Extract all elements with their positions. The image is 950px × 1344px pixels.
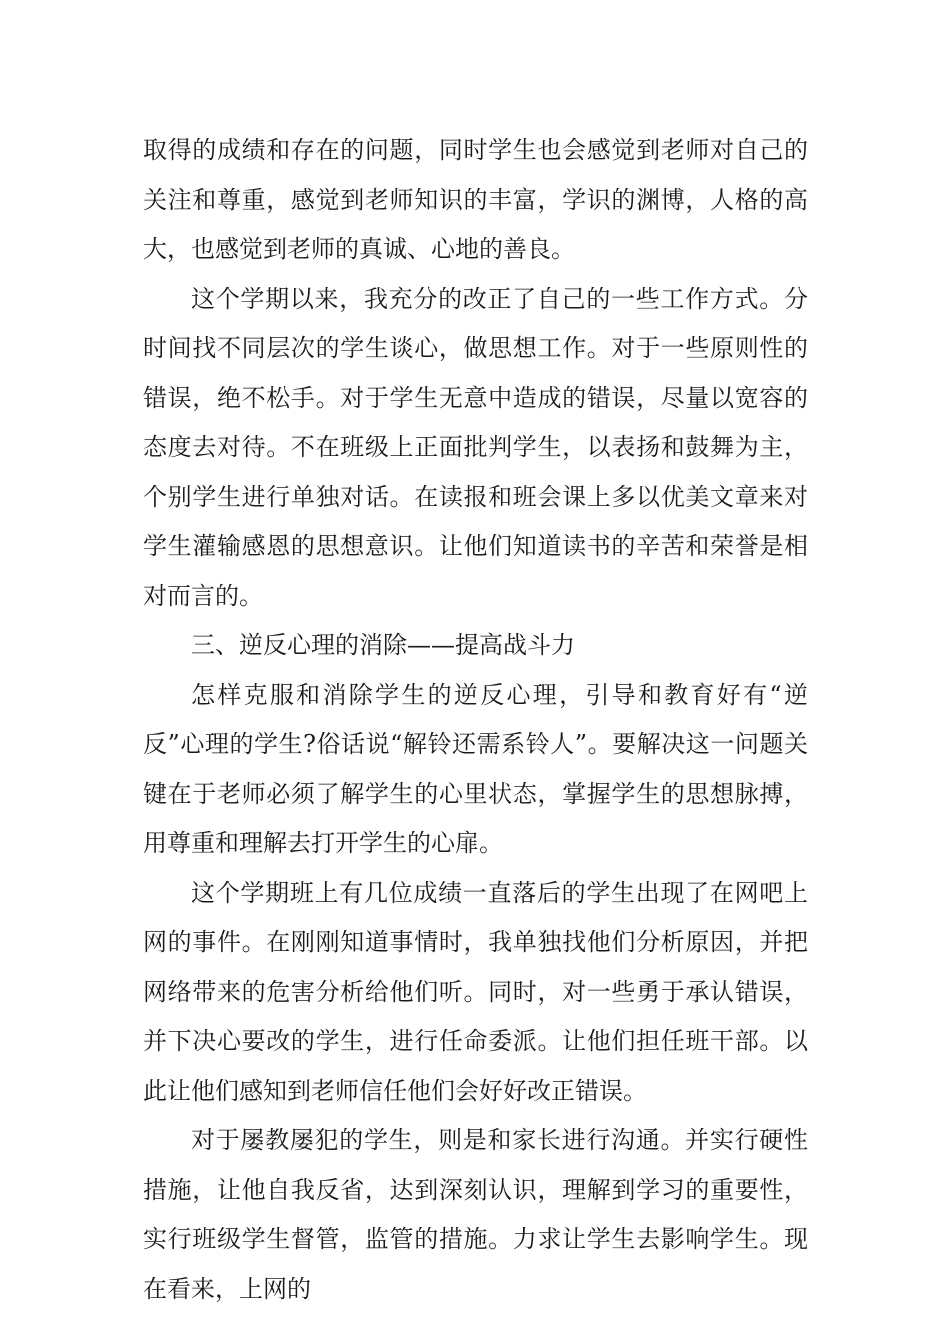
- paragraph-5: 这个学期班上有几位成绩一直落后的学生出现了在网吧上网的事件。在刚刚知道事情时，我单独找他们分析原因，并把网络带来的危害分析给他们听。同时，对一些勇于承认错误，并下决心要改的学生，进行任命委派。让他们担任班干部。以此让他们感知到老师信任他们会好好改正错误。: [143, 878, 808, 1105]
- document-body: [143, 126, 808, 1314]
- paragraph-4: 怎样克服和消除学生的逆反心理，引导和教育好有“逆反”心理的学生?俗话说“解铃还需系铃人”。要解决这一问题关键在于老师必须了解学生的心里状态，掌握学生的思想脉搏，用尊重和理解去打开学生的心扉。: [143, 680, 808, 857]
- paragraph-6: 对于屡教屡犯的学生，则是和家长进行沟通。并实行硬性措施，让他自我反省，达到深刻认识，理解到学习的重要性，实行班级学生督管，监管的措施。力求让学生去影响学生。现在看来，上网的: [143, 1126, 808, 1303]
- paragraph-2: 这个学期以来，我充分的改正了自己的一些工作方式。分时间找不同层次的学生谈心，做思想工作。对于一些原则性的错误，绝不松手。对于学生无意中造成的错误，尽量以宽容的态度去对待。不在班级上正面批判学生，以表扬和鼓舞为主，个别学生进行单独对话。在读报和班会课上多以优美文章来对学生灌输感恩的思想意识。让他们知道读书的辛苦和荣誉是相对而言的。: [143, 284, 808, 610]
- paragraph-1: 取得的成绩和存在的问题，同时学生也会感觉到老师对自己的关注和尊重，感觉到老师知识的丰富，学识的渊博，人格的高大，也感觉到老师的真诚、心地的善良。: [143, 136, 808, 263]
- section-heading-3: 三、逆反心理的消除——提高战斗力: [191, 631, 575, 659]
